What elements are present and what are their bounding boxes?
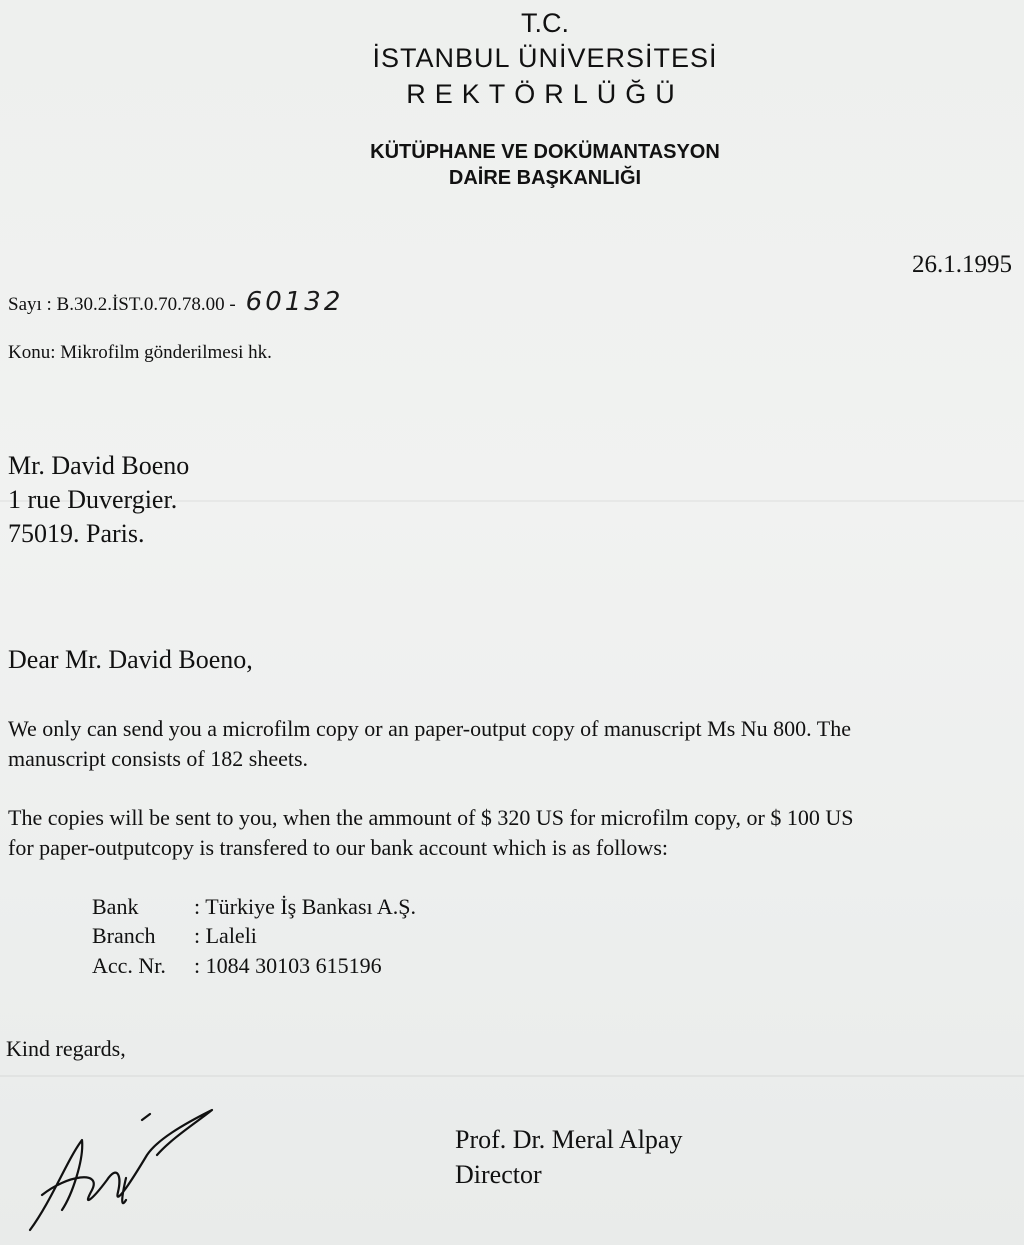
paper-fold [0, 1075, 1024, 1077]
signatory-title: Director [455, 1160, 542, 1189]
closing: Kind regards, [6, 1036, 126, 1061]
account-value: : 1084 30103 615196 [194, 953, 382, 978]
bank-value: : Türkiye İş Bankası A.Ş. [194, 894, 417, 919]
subject-line: Konu: Mikrofilm gönderilmesi hk. [8, 342, 272, 363]
department-line-2: DAİRE BAŞKANLIĞI [448, 167, 642, 189]
reference-label: Sayı : B.30.2.İST.0.70.78.00 - [8, 294, 236, 315]
letter-date: 26.1.1995 [912, 251, 1012, 278]
paragraph-1-line-1: We only can send you a microfilm copy or an paper-output copy of manuscript Ms Nu 800. The [8, 716, 851, 741]
salutation: Dear Mr. David Boeno, [8, 645, 253, 674]
handwritten-reference-number: 60132 [245, 287, 344, 317]
reference-line [8, 287, 343, 317]
header-line-tc: T.C. [520, 8, 569, 38]
signatory-name: Prof. Dr. Meral Alpay [455, 1125, 683, 1154]
paragraph-2-line-1: The copies will be sent to you, when the ammount of $ 320 US for microfilm copy, or $ 100 US [8, 805, 854, 830]
branch-value: : Laleli [194, 923, 257, 948]
handwritten-signature [22, 1100, 222, 1240]
recipient-street: 1 rue Duvergier. [8, 485, 178, 514]
recipient-name: Mr. David Boeno [8, 451, 190, 480]
paragraph-1-line-2: manuscript consists of 182 sheets. [8, 746, 309, 771]
header-rectorate: REKTÖRLÜĞÜ [406, 79, 684, 109]
branch-label: Branch [92, 923, 156, 948]
paragraph-2-line-2: for paper-outputcopy is transfered to our bank account which is as follows: [8, 835, 668, 860]
header-university: İSTANBUL ÜNİVERSİTESİ [372, 43, 718, 73]
department-line-1: KÜTÜPHANE VE DOKÜMANTASYON [370, 141, 720, 163]
account-label: Acc. Nr. [92, 953, 166, 978]
recipient-city: 75019. Paris. [8, 519, 145, 548]
bank-label: Bank [92, 894, 139, 919]
